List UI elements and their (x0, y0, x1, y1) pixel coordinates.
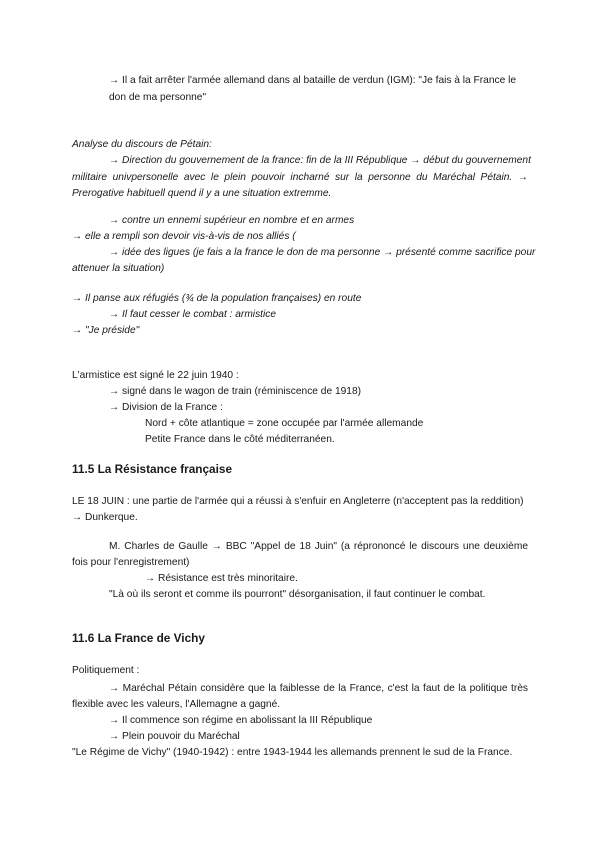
text-line: → Plein pouvoir du Maréchal (109, 731, 240, 742)
text-line: → Il panse aux réfugiés (¾ de la population françaises) en route (72, 293, 362, 304)
text-line: Petite France dans le côté méditerranéen. (145, 434, 335, 445)
text-line: Politiquement : (72, 665, 140, 676)
text-line: Nord + côte atlantique = zone occupée par l'armée allemande (145, 418, 424, 429)
text-line: "Le Régime de Vichy" (1940-1942) : entre 1943-1944 les allemands prennent le sud de la France. (72, 747, 513, 758)
text-line: → Division de la France : (109, 402, 223, 413)
text-line: LE 18 JUIN : une partie de l'armée qui a réussi à s'enfuir en Angleterre (n'acceptent pas la reddition) (72, 496, 524, 507)
text-line: → Résistance est très minoritaire. (145, 573, 298, 584)
text-line: → Maréchal Pétain considère que la faiblesse de la France, c'est la faut de la politique très (109, 683, 528, 694)
text-line: M. Charles de Gaulle → BBC "Appel de 18 Juin" (a réprononcé le discours une deuxième (109, 541, 528, 552)
text-line: → Il a fait arrêter l'armée allemand dans al bataille de verdun (IGM): "Je fais à la France le (109, 75, 517, 86)
text-line: flexible avec les valeurs, l'Allemagne a gagné. (72, 699, 281, 710)
text-line: attenuer la situation) (72, 263, 165, 274)
text-line: → "Je préside" (72, 325, 140, 336)
text-line: → Il faut cesser le combat : armistice (109, 309, 277, 320)
text-line: Prerogative habituell quend il y a une situation extremme. (72, 188, 332, 199)
text-line: → idée des ligues (je fais a la france le don de ma personne → présenté comme sacrifice pour (109, 247, 536, 258)
text-line: fois pour l'enregistrement) (72, 557, 190, 568)
text-line: → contre un ennemi supérieur en nombre et en armes (109, 215, 355, 226)
section-heading: 11.5 La Résistance française (72, 462, 233, 476)
text-line: → Direction du gouvernement de la france: fin de la III République → début du gouvernement (109, 155, 531, 166)
text-line: → signé dans le wagon de train (réminiscence de 1918) (109, 386, 362, 397)
text-line: → Il commence son régime en abolissant la III République (109, 715, 373, 726)
text-line: → elle a rempli son devoir vis-à-vis de nos alliés ( (72, 231, 296, 242)
text-line: Analyse du discours de Pétain: (72, 139, 212, 150)
section-heading: 11.6 La France de Vichy (72, 631, 205, 645)
text-line: don de ma personne" (109, 92, 207, 103)
text-line: "Là où ils seront et comme ils pourront" désorganisation, il faut continuer le combat. (109, 589, 486, 600)
text-line: militaire univpersonelle avec le plein pouvoir incharné sur la personne du Maréchal Pétain. → (72, 172, 528, 183)
text-line: L'armistice est signé le 22 juin 1940 : (72, 370, 239, 381)
text-line: → Dunkerque. (72, 512, 138, 523)
